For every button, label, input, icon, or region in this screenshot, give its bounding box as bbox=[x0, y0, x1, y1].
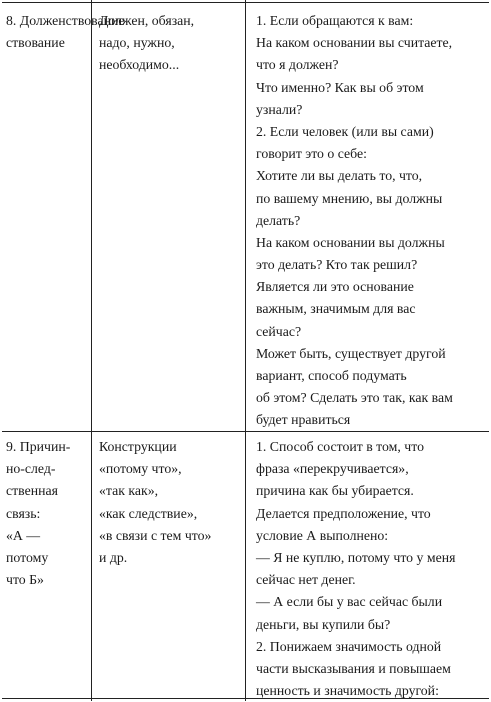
row-8-response-line: делать? bbox=[256, 212, 301, 228]
row-9-response-line: деньги, вы купили бы? bbox=[256, 616, 391, 632]
row-8-response-line: Хотите ли вы делать то, что, bbox=[256, 168, 423, 184]
row-9-pattern-line: «потому что», bbox=[99, 461, 182, 477]
row-9-response-line: 2. Понижаем значимость одной bbox=[256, 638, 442, 654]
row-9-response-line: фраза «перекручивается», bbox=[256, 461, 409, 477]
row-8-response-line: важным, значимым для вас bbox=[256, 301, 416, 317]
row-8-response-line: что я должен? bbox=[256, 57, 339, 73]
row-8-response-line: 1. Если обращаются к вам: bbox=[256, 13, 414, 28]
row-9-pattern-line: Конструкции bbox=[99, 439, 177, 454]
row-9-response-line: Делается предположение, что bbox=[256, 505, 431, 521]
row-9-response-line: — А если бы у вас сейчас были bbox=[256, 594, 443, 610]
row-9-response-line: причина как бы убирается. bbox=[256, 483, 414, 499]
row-8-response-line: это делать? Кто так решил? bbox=[256, 257, 418, 273]
row-8-response-line: На каком основании вы должны bbox=[256, 234, 445, 250]
row-8-response-line: по вашему мнению, вы должны bbox=[256, 190, 443, 206]
row-9-response-line: ценность и значимость другой: bbox=[256, 683, 439, 699]
row-8-response-line: Что именно? Как вы об этом bbox=[256, 79, 424, 95]
row-8-pattern-line: Должен, обязан, bbox=[99, 13, 195, 28]
row-9-term-line: но-след- bbox=[6, 461, 56, 477]
row-8-response-line: узнали? bbox=[256, 101, 303, 117]
row-9-response-line: сейчас нет денег. bbox=[256, 572, 356, 588]
row-8-response-line: будет нравиться bbox=[256, 412, 351, 428]
row-9-response-line: — Я не куплю, потому что у меня bbox=[256, 549, 456, 565]
row-9-term-line: 9. Причин- bbox=[6, 439, 71, 454]
row-8-patterns bbox=[99, 10, 194, 77]
row-8-response-line: 2. Если человек (или вы сами) bbox=[256, 123, 434, 139]
row-9-pattern-line: и др. bbox=[99, 549, 128, 565]
row-9-response-line: 1. Способ состоит в том, что bbox=[256, 439, 424, 454]
row-9-response-line: части высказывания и повышаем bbox=[256, 660, 451, 676]
row-8-response-line: сейчас? bbox=[256, 323, 302, 339]
row-8-term-line: ствование bbox=[6, 35, 65, 51]
row-9-pattern-line: «в связи с тем что» bbox=[99, 527, 212, 543]
row-9-term-line: потому bbox=[6, 549, 49, 565]
row-8-response-line: об этом? Сделать это так, как вам bbox=[256, 390, 453, 406]
row-9-response-line: условие А выполнено: bbox=[256, 527, 389, 543]
row-9-term-line: связь: bbox=[6, 505, 41, 521]
row-8-response-line: Может быть, существует другой bbox=[256, 345, 446, 361]
row-9-patterns bbox=[99, 436, 211, 569]
row-8-pattern-line: надо, нужно, bbox=[99, 35, 175, 51]
row-8-response-line: На каком основании вы считаете, bbox=[256, 35, 453, 51]
row-9-term-line: что Б» bbox=[6, 572, 44, 588]
row-9-term bbox=[6, 436, 70, 591]
row-8-response-line: вариант, способ подумать bbox=[256, 368, 407, 383]
row-9-response bbox=[256, 436, 455, 702]
row-9-pattern-line: «так как», bbox=[99, 483, 159, 499]
row-9-term-line: «А — bbox=[6, 527, 41, 543]
table-column-divider-2 bbox=[245, 0, 246, 701]
row-8-response bbox=[256, 10, 453, 432]
row-8-pattern-line: необходимо... bbox=[99, 57, 180, 73]
table-column-divider-1 bbox=[91, 0, 92, 701]
row-8-term-line: 8. Долженствование bbox=[6, 13, 125, 28]
row-8-response-line: говорит это о себе: bbox=[256, 146, 367, 162]
row-9-pattern-line: «как следствие», bbox=[99, 505, 198, 521]
row-9-term-line: ственная bbox=[6, 483, 58, 499]
row-8-response-line: Является ли это основание bbox=[256, 279, 414, 295]
